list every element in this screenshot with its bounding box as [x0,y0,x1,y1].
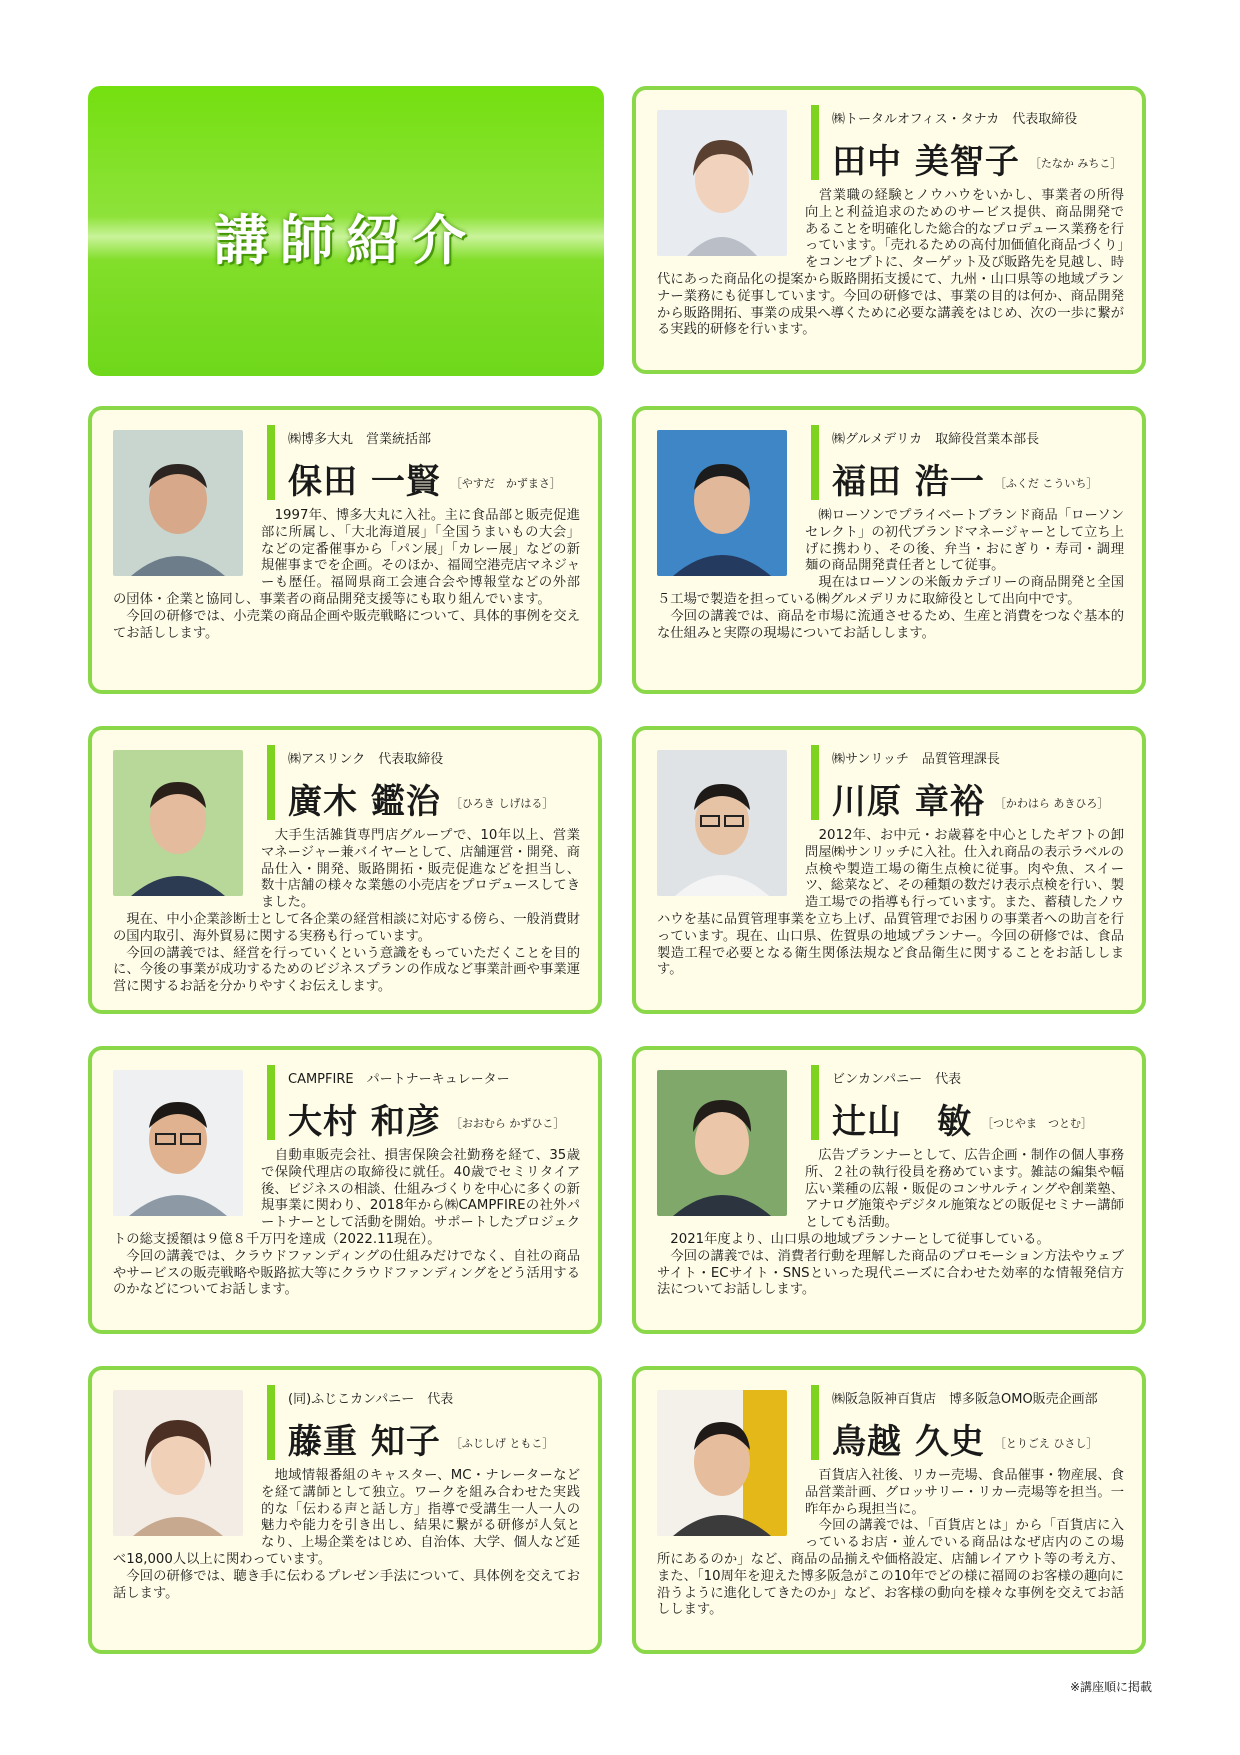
accent-bar [811,1385,819,1460]
instructor-name: 廣木 鑑治 [288,782,441,822]
instructor-card-fukuda [632,406,1146,694]
instructor-card-yasuda [88,406,602,694]
accent-bar [267,745,275,820]
instructor-name-line [832,774,1108,823]
instructor-card-kawahara [632,726,1146,1014]
instructor-name-line [288,1094,564,1143]
instructor-reading: ［かわはら あきひろ］ [994,797,1109,810]
accent-bar [267,1065,275,1140]
instructor-name-line [288,774,553,823]
instructor-reading: ［つじやま つとむ］ [982,1117,1092,1130]
instructor-title: ㈱トータルオフィス・タナカ 代表取締役 [832,112,1078,127]
instructor-name: 田中 美智子 [832,142,1020,182]
accent-bar [267,1385,275,1460]
instructor-name: 鳥越 久史 [832,1422,985,1462]
instructor-bio: 2012年、お中元・お歳暮を中心としたギフトの卸問屋㈱サンリッチに入社。仕入れ商品の表示ラベルの点検や製造工場の衛生点検に従事。肉や魚、スイーツ、総菜など、その種類の数だけ表示点検を行い、製造工場での指導も行っています。また、蓄積したノウハウを基に品質管理事業を立ち上げ、品質管理でお困りの事業者への助言を行っています。現在、山口県、佐賀県の地域プランナー。今回の研修では、食品製造工程で必要となる衛生関係法規など食品衛生に関することをお話しします。 [657,828,1124,978]
instructor-bio: 大手生活雑貨専門店グループで、10年以上、営業マネージャー兼バイヤーとして、店舗運営・開発、商品仕入・開発、販路開拓・販売促進などを担当し、数十店舗の様々な業態の小売店をプロデュースしてきました。 現在、中小企業診断士として各企業の経営相談に対応する傍ら、一般消費財の国内取引、海外貿易に関する実務も行っています。 今回の講義では、経営を行っていくという意識をもっていただくことを目的に、今後の事業が成功するためのビジネスプランの作成など事業計画や事業運営に関するお話を分かりやすくお伝えします。 [113,828,580,995]
instructor-bio: 地域情報番組のキャスター、MC・ナレーターなどを経て講師として独立。ワークを組み合わせた実践的な「伝わる声と話し方」指導で受講生一人一人の魅力や能力を引き出し、結果に繋がる研修が人気となり、上場企業をはじめ、自治体、大学、個人など延べ18,000人以上に関わっています。 今回の研修では、聴き手に伝わるプレゼン手法について、具体例を交えてお話します。 [113,1468,580,1601]
instructor-card-torigoe [632,1366,1146,1654]
instructor-reading: ［ふじしげ ともこ］ [450,1437,554,1450]
instructor-name-line [832,1414,1097,1463]
page-title: 講師紹介 [214,209,478,272]
instructor-name: 藤重 知子 [288,1422,441,1462]
instructor-title: ㈱阪急阪神百貨店 博多阪急OMO販売企画部 [832,1392,1098,1407]
instructor-name-line [832,134,1121,183]
instructor-reading: ［やすだ かずまさ］ [450,477,561,490]
accent-bar [811,1065,819,1140]
instructor-bio: 1997年、博多大丸に入社。主に食品部と販売促進部に所属し、「大北海道展」「全国うまいもの大会」などの定番催事から「パン展」「カレー展」などの新規催事までを企画。そのほか、福岡空港売店マネジャーも歴任。福岡県商工会連合会や博報堂などの外部の団体・企業と協同し、事業者の商品開発支援等にも取り組んでいます。 今回の研修では、小売業の商品企画や販売戦略について、具体的事例を交えてお話しします。 [113,508,580,641]
instructor-reading: ［おおむら かずひこ］ [450,1117,565,1130]
instructor-name-line [288,1414,553,1463]
instructor-name-line [288,454,561,503]
instructor-title: (同)ふじこカンパニー 代表 [288,1392,454,1407]
instructor-title: ㈱グルメデリカ 取締役営業本部長 [832,432,1040,447]
instructor-name: 大村 和彦 [288,1102,441,1142]
instructor-name: 福田 浩一 [832,462,985,502]
instructor-reading: ［ふくだ こういち］ [994,477,1098,490]
instructor-reading: ［ひろき しげはる］ [450,797,554,810]
instructor-bio: 営業職の経験とノウハウをいかし、事業者の所得向上と利益追求のためのサービス提供、商品開発であることを明確化した総合的なプロデュース業務を行っています。「売れるための高付加価値化商品づくり」をコンセプトに、ターゲット及び販路先を見越し、時代にあった商品化の提案から販路開拓支援にて、九州・山口県等の地域プランナー業務にも従事しています。今回の研修では、事業の目的は何か、商品開発から販路開拓、事業の成果へ導くために必要な講義をはじめ、次の一歩に繋がる実践的研修を行います。 [657,188,1124,338]
instructor-bio: 広告プランナーとして、広告企画・制作の個人事務所、２社の執行役員を務めています。雑誌の編集や幅広い業種の広報・販促のコンサルティングや創業塾、アナログ施策やデジタル施策などの販促セミナー講師としても活動。 2021年度より、山口県の地域プランナーとして従事している。 今回の講義では、消費者行動を理解した商品のプロモーション方法やウェブサイト・ECサイト・SNSといった現代ニーズに合わせた効率的な情報発信方法についてお話しします。 [657,1148,1124,1298]
instructor-card-tanaka [632,86,1146,374]
accent-bar [811,745,819,820]
instructor-bio: ㈱ローソンでプライベートブランド商品「ローソンセレクト」の初代ブランドマネージャーとして立ち上げに携わり、その後、弁当・おにぎり・寿司・調理麺の商品開発責任者として従事。 現在はローソンの米飯カテゴリーの商品開発と全国５工場で製造を担っている㈱グルメデリカに取締役として出向中です。 今回の講義では、商品を市場に流通させるため、生産と消費をつなぐ基本的な仕組みと実際の現場についてお話しします。 [657,508,1124,641]
instructor-card-tsujiyama [632,1046,1146,1334]
instructor-bio: 百貨店入社後、リカー売場、食品催事・物産展、食品営業計画、グロッサリー・リカー売場等を担当。一昨年から現担当に。 今回の講義では、「百貨店とは」から「百貨店に入っているお店・並んでいる商品はなぜ店内のこの場所にあるのか」など、商品の品揃えや価格設定、店舗レイアウト等の考え方、また、「10周年を迎えた博多阪急がこの10年でどの様に福岡のお客様の趣向に沿うように進化してきたのか」など、お客様の動向を様々な事例を交えてお話しします。 [657,1468,1124,1618]
instructor-card-omura [88,1046,602,1334]
accent-bar [811,425,819,500]
instructor-name: 保田 一賢 [288,462,441,502]
instructor-card-fujishige [88,1366,602,1654]
instructor-name: 辻山 敏 [832,1102,972,1142]
instructor-title: ビンカンパニー 代表 [832,1072,962,1087]
instructor-title: ㈱サンリッチ 品質管理課長 [832,752,1000,767]
instructor-reading: ［とりごえ ひさし］ [994,1437,1098,1450]
instructor-name-line [832,1094,1092,1143]
instructor-title: ㈱アスリンク 代表取締役 [288,752,444,767]
accent-bar [267,425,275,500]
instructor-bio: 自動車販売会社、損害保険会社勤務を経て、35歳で保険代理店の取締役に就任。40歳でセミリタイア後、ビジネスの相談、仕組みづくりを中心に多くの新規事業に関わり、2018年から㈱CAMPFIREの社外パートナーとして活動を開始。サポートしたプロジェクトの総支援額は９億８千万円を達成（2022.11現在）。 今回の講義では、クラウドファンディングの仕組みだけでなく、自社の商品やサービスの販売戦略や販路拡大等にクラウドファンディングをどう活用するのかなどについてお話します。 [113,1148,580,1298]
header-banner [88,86,604,376]
instructor-title: ㈱博多大丸 営業統括部 [288,432,432,447]
instructor-title: CAMPFIRE パートナーキュレーター [288,1072,510,1087]
instructor-name: 川原 章裕 [832,782,985,822]
instructor-reading: ［たなか みちこ］ [1029,157,1122,170]
instructor-name-line [832,454,1097,503]
instructor-card-hiroki [88,726,602,1014]
accent-bar [811,105,819,180]
footnote: ※講座順に掲載 [1069,1680,1152,1694]
